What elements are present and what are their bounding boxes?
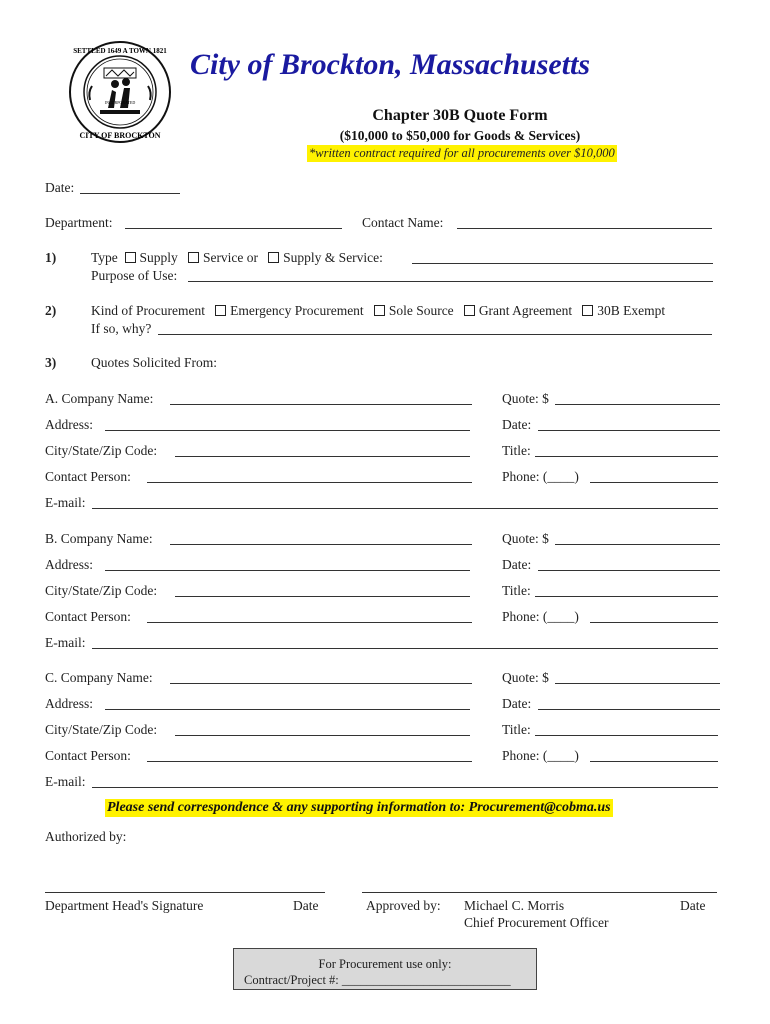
date-field[interactable] — [538, 709, 720, 710]
quote-field[interactable] — [555, 404, 720, 405]
sole-source-label: Sole Source — [388, 303, 454, 318]
service-checkbox[interactable] — [188, 252, 199, 263]
company-name-label: B. Company Name: — [45, 531, 153, 546]
email-label: E-mail: — [45, 774, 86, 789]
company-name-field[interactable] — [170, 404, 472, 405]
purpose-label: Purpose of Use: — [91, 268, 178, 283]
date-label: Date: — [502, 557, 532, 572]
date-field[interactable] — [538, 570, 720, 571]
quote-label: Quote: $ — [502, 391, 549, 406]
grant-label: Grant Agreement — [478, 303, 573, 318]
date-label: Date: — [45, 180, 75, 195]
grant-checkbox[interactable] — [464, 305, 475, 316]
type-field[interactable] — [412, 263, 713, 264]
date-field[interactable] — [80, 193, 180, 194]
address-label: Address: — [45, 557, 93, 572]
contact-person-field[interactable] — [147, 622, 472, 623]
title-label: Title: — [502, 722, 531, 737]
phone-label: Phone: (____) — [502, 469, 579, 484]
exempt-label: 30B Exempt — [597, 303, 666, 318]
authorized-label: Authorized by: — [45, 829, 127, 844]
emergency-label: Emergency Procurement — [230, 303, 364, 318]
quote-field[interactable] — [555, 544, 720, 545]
contact-person-label: Contact Person: — [45, 609, 131, 624]
quote-label: Quote: $ — [502, 670, 549, 685]
company-name-field[interactable] — [170, 683, 472, 684]
title-field[interactable] — [535, 596, 718, 597]
email-field[interactable] — [92, 508, 718, 509]
why-label: If so, why? — [91, 321, 152, 336]
email-field[interactable] — [92, 787, 718, 788]
seal-top-text: SETTLED 1649 A TOWN 1821 — [73, 47, 167, 55]
purpose-field[interactable] — [188, 281, 713, 282]
procurement-row — [91, 303, 665, 319]
approval-signature-field[interactable] — [362, 892, 717, 893]
title-label: Title: — [502, 443, 531, 458]
phone-field[interactable] — [590, 761, 718, 762]
company-name-label: C. Company Name: — [45, 670, 153, 685]
supply-service-label: Supply & Service: — [283, 250, 383, 265]
dept-date-label: Date — [293, 898, 319, 913]
dept-signature-field[interactable] — [45, 892, 325, 893]
email-label: E-mail: — [45, 495, 86, 510]
email-field[interactable] — [92, 648, 718, 649]
section-3-number: 3) — [45, 355, 57, 370]
company-name-label: A. Company Name: — [45, 391, 154, 406]
type-label: Type — [91, 250, 118, 265]
date-label: Date: — [502, 417, 532, 432]
contact-person-label: Contact Person: — [45, 469, 131, 484]
contract-note: *written contract required for all procurements over $10,000 — [309, 146, 615, 160]
title-field[interactable] — [535, 735, 718, 736]
quotes-label: Quotes Solicited From: — [91, 355, 217, 370]
dept-signature-label: Department Head's Signature — [45, 898, 204, 913]
email-label: E-mail: — [45, 635, 86, 650]
address-field[interactable] — [105, 430, 470, 431]
phone-field[interactable] — [590, 482, 718, 483]
department-field[interactable] — [125, 228, 342, 229]
city-field[interactable] — [175, 456, 470, 457]
title-field[interactable] — [535, 456, 718, 457]
address-label: Address: — [45, 696, 93, 711]
procurement-use-box — [233, 948, 537, 990]
quote-field[interactable] — [555, 683, 720, 684]
date-field[interactable] — [538, 430, 720, 431]
department-label: Department: — [45, 215, 113, 230]
city-field[interactable] — [175, 596, 470, 597]
why-field[interactable] — [158, 334, 712, 335]
section-1-number: 1) — [45, 250, 57, 265]
contact-name-label: Contact Name: — [362, 215, 444, 230]
form-range: ($10,000 to $50,000 for Goods & Services) — [339, 128, 581, 143]
supply-service-checkbox[interactable] — [268, 252, 279, 263]
city-label: City/State/Zip Code: — [45, 722, 158, 737]
service-label: Service or — [202, 250, 259, 265]
procurement-use-label: For Procurement use only: — [318, 957, 452, 971]
city-label: City/State/Zip Code: — [45, 443, 158, 458]
quote-label: Quote: $ — [502, 531, 549, 546]
contact-person-field[interactable] — [147, 761, 472, 762]
officer-name: Michael C. Morris — [464, 898, 565, 913]
title-label: Title: — [502, 583, 531, 598]
officer-title: Chief Procurement Officer — [464, 915, 609, 930]
page-title: City of Brockton, Massachusetts — [190, 48, 591, 81]
phone-field[interactable] — [590, 622, 718, 623]
sole-source-checkbox[interactable] — [374, 305, 385, 316]
contact-person-label: Contact Person: — [45, 748, 131, 763]
contact-person-field[interactable] — [147, 482, 472, 483]
address-label: Address: — [45, 417, 93, 432]
city-field[interactable] — [175, 735, 470, 736]
company-name-field[interactable] — [170, 544, 472, 545]
emergency-checkbox[interactable] — [215, 305, 226, 316]
address-field[interactable] — [105, 709, 470, 710]
contract-project-label[interactable]: Contract/Project #: ___________________________ — [244, 973, 511, 987]
seal-bottom-text: CITY OF BROCKTON — [79, 131, 161, 140]
type-row — [91, 250, 383, 266]
approval-date-label: Date — [680, 898, 706, 913]
contact-name-field[interactable] — [457, 228, 712, 229]
exempt-checkbox[interactable] — [582, 305, 593, 316]
approved-by-label: Approved by: — [366, 898, 441, 913]
form-subtitle: Chapter 30B Quote Form — [372, 107, 548, 124]
supply-checkbox[interactable] — [125, 252, 136, 263]
section-2-number: 2) — [45, 303, 57, 318]
seal-mid-text: INCORPORATED — [104, 100, 136, 105]
phone-label: Phone: (____) — [502, 748, 579, 763]
correspondence-note: Please send correspondence & any supporting information to: Procurement@cobma.us — [107, 800, 611, 815]
address-field[interactable] — [105, 570, 470, 571]
city-label: City/State/Zip Code: — [45, 583, 158, 598]
procurement-kind-label: Kind of Procurement — [91, 303, 205, 318]
phone-label: Phone: (____) — [502, 609, 579, 624]
date-label: Date: — [502, 696, 532, 711]
supply-label: Supply — [139, 250, 178, 265]
